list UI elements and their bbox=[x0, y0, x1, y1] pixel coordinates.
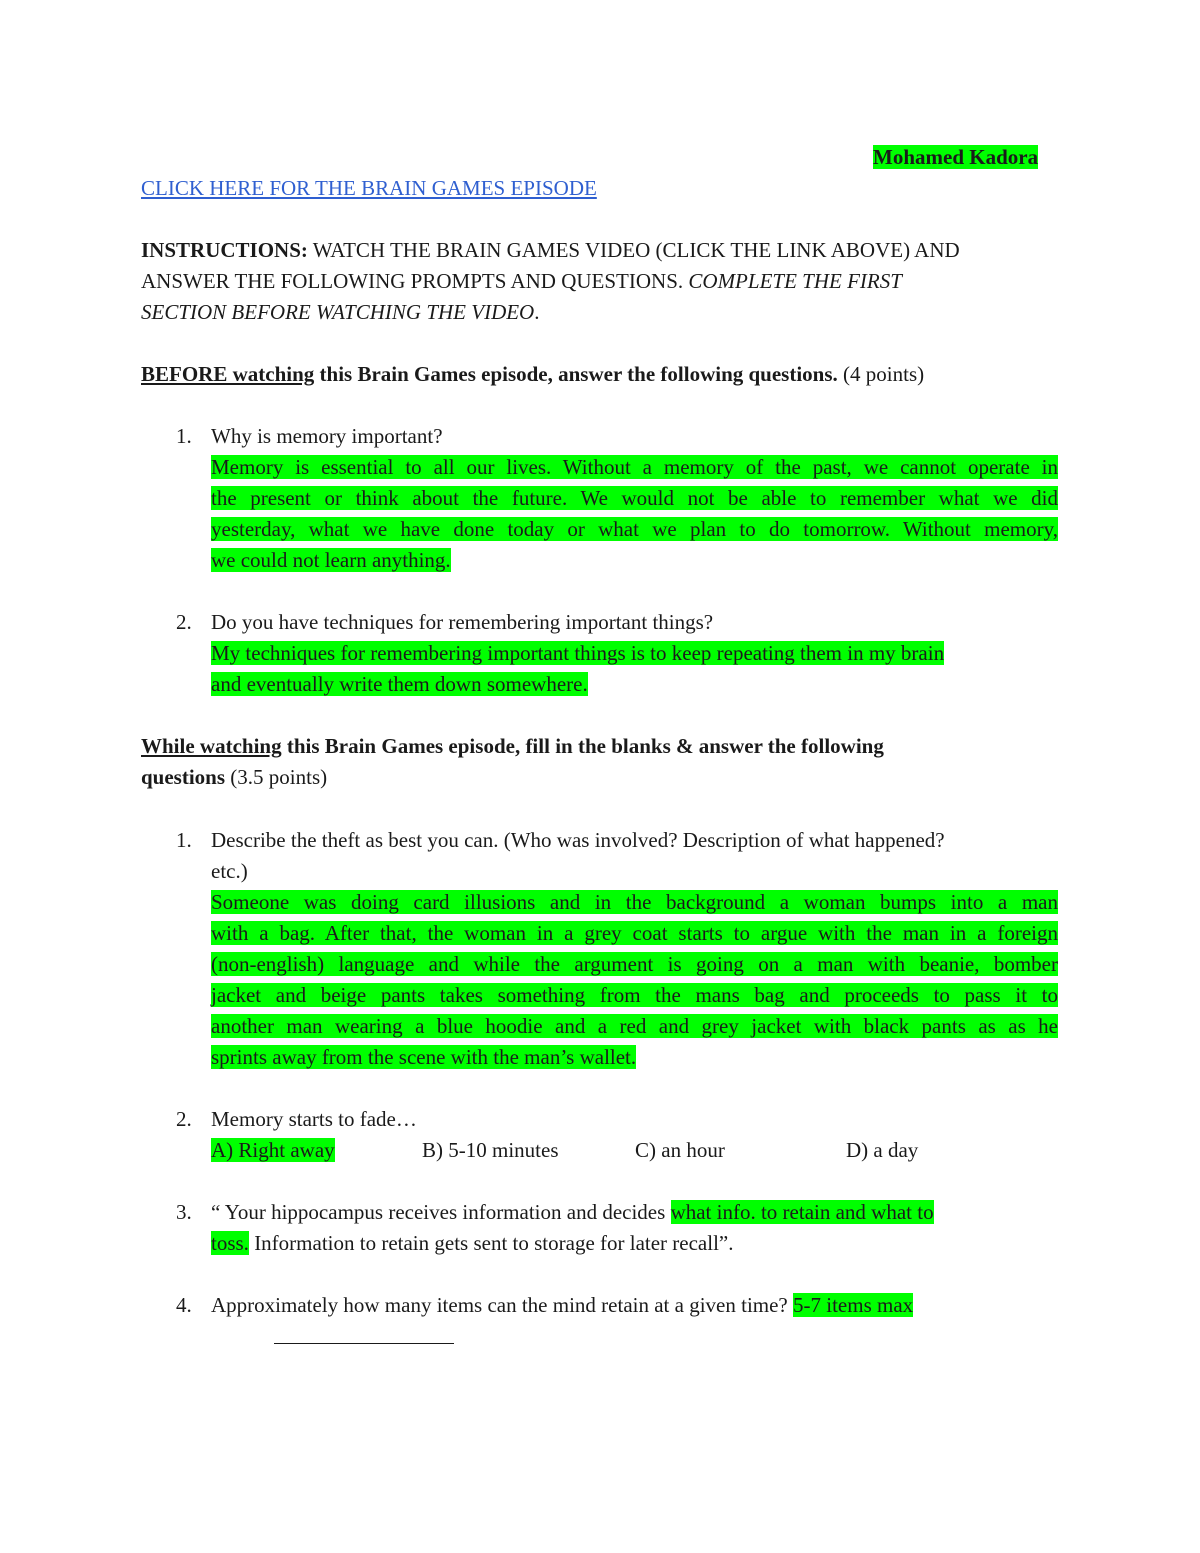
before-q1-answer-line bbox=[211, 452, 1058, 483]
before-heading-points: (4 points) bbox=[837, 362, 925, 386]
before-q2-prompt: Do you have techniques for remembering important things? bbox=[211, 610, 714, 634]
before-q1-prompt: Why is memory important? bbox=[211, 424, 443, 448]
instructions-label: INSTRUCTIONS: bbox=[141, 238, 308, 262]
author-name-text: Mohamed Kadora bbox=[873, 145, 1039, 169]
answer-text: My techniques for remembering important things is to keep repeating them in my brain bbox=[211, 641, 945, 665]
while-section-heading bbox=[141, 731, 884, 762]
answer-text: Someone was doing card illusions and in the background a woman bumps into a man bbox=[211, 890, 1058, 914]
while-section-heading-line-2 bbox=[141, 762, 327, 793]
brain-games-episode-link[interactable]: CLICK HERE FOR THE BRAIN GAMES EPISODE bbox=[141, 176, 597, 200]
author-name bbox=[873, 142, 1038, 173]
q4-answer: 5-7 items max bbox=[793, 1293, 914, 1317]
before-q1-number: 1. bbox=[176, 424, 192, 448]
before-q2-number: 2. bbox=[176, 610, 192, 634]
instructions-end: . bbox=[534, 300, 540, 324]
answer-text: jacket and beige pants takes something from the mans bag and proceeds to pass it to bbox=[211, 983, 1058, 1007]
before-heading-bold: this Brain Games episode, answer the following questions. bbox=[314, 362, 838, 386]
while-q3-number: 3. bbox=[176, 1200, 192, 1224]
q4-prompt: Approximately how many items can the mind retain at a given time? bbox=[211, 1293, 794, 1317]
before-q1-answer-line bbox=[211, 545, 451, 576]
while-q4-line bbox=[211, 1290, 913, 1321]
while-q1-answer-line bbox=[211, 1011, 1058, 1042]
instructions-line-1 bbox=[141, 235, 960, 266]
before-heading-underlined: BEFORE watching bbox=[141, 362, 315, 386]
while-q1-answer-line bbox=[211, 980, 1058, 1011]
before-q1-answer-line bbox=[211, 483, 1058, 514]
while-q2-option-a bbox=[211, 1135, 335, 1166]
before-q2-answer-line bbox=[211, 669, 588, 700]
while-q2-number: 2. bbox=[176, 1107, 192, 1131]
while-q1-answer-line bbox=[211, 1042, 636, 1073]
answer-blank-line bbox=[274, 1343, 454, 1344]
answer-text: Memory is essential to all our lives. Without a memory of the past, we cannot operate in bbox=[211, 455, 1058, 479]
while-heading-bold: this Brain Games episode, fill in the blanks & answer the following bbox=[281, 734, 884, 758]
while-q1-prompt-line: Describe the theft as best you can. (Who was involved? Description of what happened? bbox=[211, 828, 945, 852]
instructions-line-2 bbox=[141, 266, 902, 297]
while-heading-bold-2: questions bbox=[141, 765, 226, 789]
option-a-text: A) Right away bbox=[211, 1138, 335, 1162]
instructions-line-3 bbox=[141, 297, 539, 328]
while-q1-answer-line bbox=[211, 887, 1058, 918]
while-heading-points: (3.5 points) bbox=[225, 765, 328, 789]
while-q3-line-2 bbox=[211, 1228, 734, 1259]
instructions-italic-3: SECTION BEFORE WATCHING THE VIDEO bbox=[141, 300, 535, 324]
answer-text: (non-english) language and while the argument is going on a man with beanie, bomber bbox=[211, 952, 1058, 976]
while-q2-option-d: D) a day bbox=[846, 1138, 919, 1162]
q3-highlight-2: toss. bbox=[211, 1231, 249, 1255]
q3-text-before: “ Your hippocampus receives information and decides bbox=[211, 1200, 671, 1224]
while-q2-option-b: B) 5-10 minutes bbox=[422, 1138, 559, 1162]
while-q1-number: 1. bbox=[176, 828, 192, 852]
answer-text: another man wearing a blue hoodie and a red and grey jacket with black pants as as he bbox=[211, 1014, 1058, 1038]
answer-text: and eventually write them down somewhere. bbox=[211, 672, 588, 696]
while-q1-answer-line bbox=[211, 949, 1058, 980]
while-q4-number: 4. bbox=[176, 1293, 192, 1317]
instructions-italic-2: COMPLETE THE FIRST bbox=[688, 269, 902, 293]
before-section-heading bbox=[141, 359, 924, 390]
while-q3-line-1 bbox=[211, 1197, 934, 1228]
instructions-text-2: ANSWER THE FOLLOWING PROMPTS AND QUESTIONS. bbox=[141, 269, 689, 293]
while-q2-option-c: C) an hour bbox=[635, 1138, 725, 1162]
q3-highlight-1: what info. to retain and what to bbox=[670, 1200, 934, 1224]
while-q1-answer-line bbox=[211, 918, 1058, 949]
before-q2-answer-line bbox=[211, 638, 944, 669]
instructions-text-1: WATCH THE BRAIN GAMES VIDEO (CLICK THE LINK ABOVE) AND bbox=[307, 238, 960, 262]
while-q1-prompt-line: etc.) bbox=[211, 859, 248, 883]
while-q2-prompt: Memory starts to fade… bbox=[211, 1107, 417, 1131]
episode-link-line bbox=[141, 173, 597, 204]
before-q1-answer-line bbox=[211, 514, 1058, 545]
while-heading-underlined: While watching bbox=[141, 734, 282, 758]
answer-text: sprints away from the scene with the man’s wallet. bbox=[211, 1045, 637, 1069]
answer-text: yesterday, what we have done today or what we plan to do tomorrow. Without memory, bbox=[211, 517, 1058, 541]
answer-text: with a bag. After that, the woman in a grey coat starts to argue with the man in a foreign bbox=[211, 921, 1058, 945]
answer-text: the present or think about the future. We would not be able to remember what we did bbox=[211, 486, 1058, 510]
q3-text-after: Information to retain gets sent to storage for later recall”. bbox=[248, 1231, 734, 1255]
answer-text: we could not learn anything. bbox=[211, 548, 451, 572]
